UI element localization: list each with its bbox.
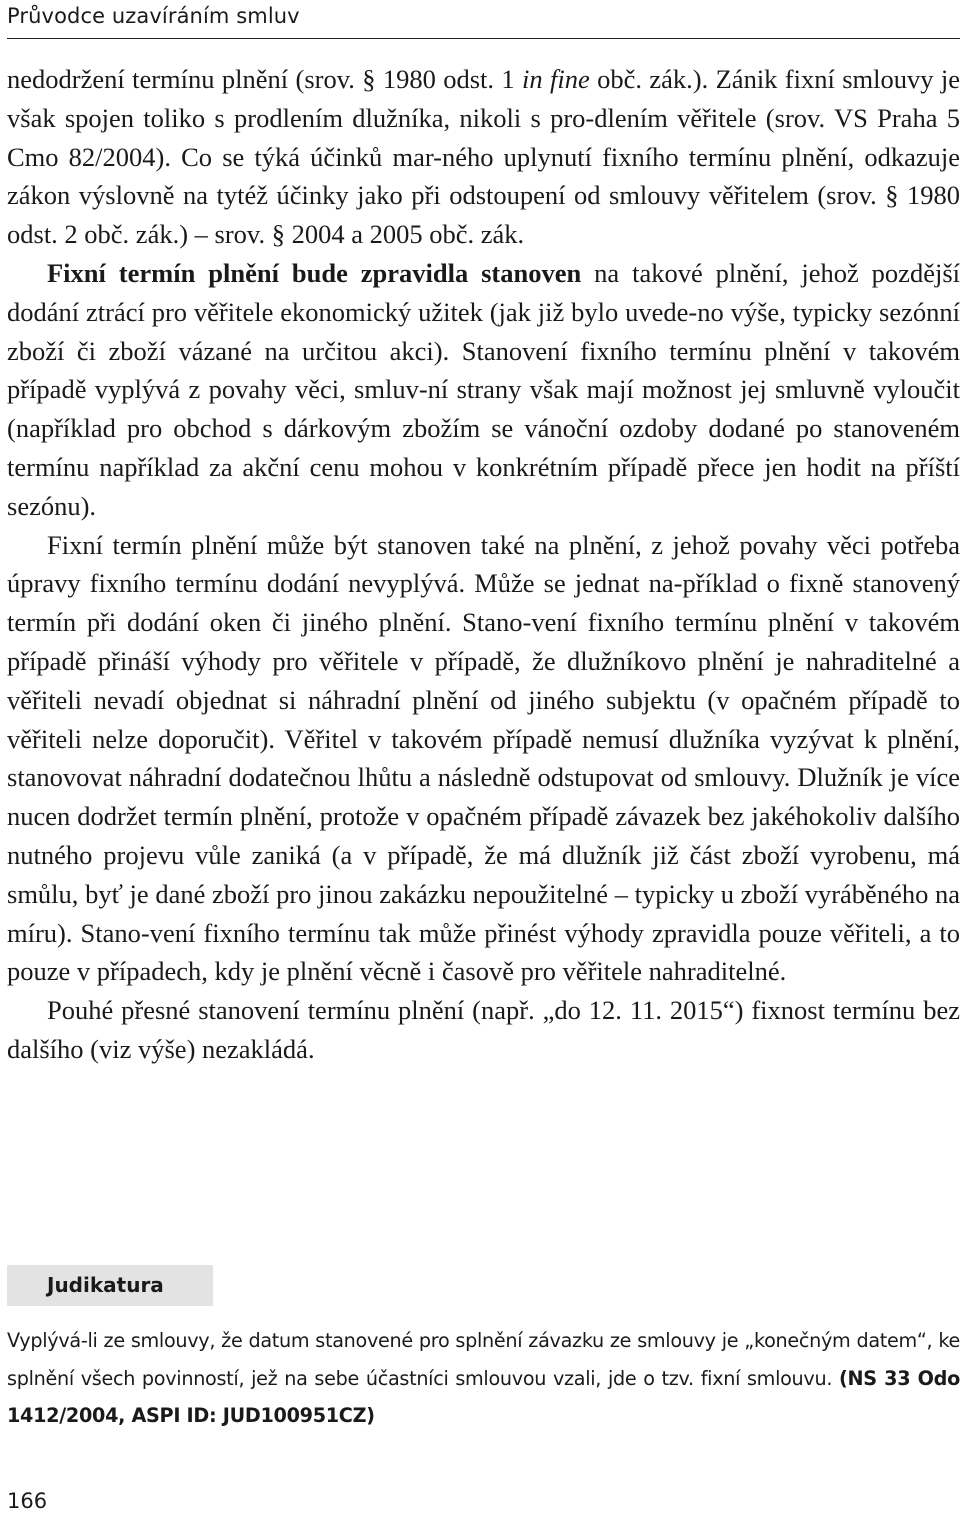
paragraph-2-text: na takové plnění, jehož pozdější dodání ztrácí pro věřitele ekonomický užitek (jak již bylo uvede-no výše, typicky sezónní zboží či zboží vázané na určitou akci). Stanovení fixního termínu plnění v takovém případě vyplývá z povahy věci, smluv-ní strany však mají možnost jej smluvně vyloučit (například pro obchod s dárkovým zbožím se vánoční ozdoby dodané po stanoveném termínu například za akční cenu mohou v konkrétním případě přece jen hodit na příští sezónu). bbox=[7, 257, 960, 521]
page-number: 166 bbox=[7, 1489, 48, 1513]
paragraph-4: Pouhé přesné stanovení termínu plnění (např. „do 12. 11. 2015“) fixnost termínu bez dalšího (viz výše) nezakládá. bbox=[7, 995, 960, 1064]
paragraph-1-text-start: nedodržení termínu plnění (srov. § 1980 odst. 1 bbox=[7, 64, 523, 94]
paragraph-1-italic: in fine bbox=[522, 64, 590, 94]
paragraph-1-text-end: obč. zák.). Zánik fixní smlouvy je však spojen toliko s prodlením dlužníka, nikoli s pro-dlením věřitele (srov. VS Praha 5 Cmo 82/2004). Co se týká účinků mar-ného uplynutí fixního termínu plnění, odkazuje zákon výslovně na tytéž účinky jako při odstoupení od smlouvy věřitelem (srov. § 1980 odst. 2 obč. zák.) – srov. § 2004 a 2005 obč. zák. bbox=[7, 64, 960, 250]
paragraph-1 bbox=[7, 60, 960, 254]
judikatura-body: Vyplývá-li ze smlouvy, že datum stanovené pro splnění závazku ze smlouvy je „konečným datem“, ke splnění všech povinností, jež na sebe účastníci smlouvou vzali, jde o tzv. fixní smlouvu. bbox=[7, 1329, 960, 1390]
running-head: Průvodce uzavíráním smluv bbox=[7, 4, 300, 28]
judikatura-citation: (NS 33 Odo 1412/2004, ASPI ID: JUD100951CZ) bbox=[7, 1366, 960, 1427]
judikatura-text bbox=[7, 1322, 960, 1435]
body-text bbox=[7, 60, 960, 1069]
judikatura-heading-box bbox=[7, 1265, 213, 1306]
paragraph-2 bbox=[7, 254, 960, 526]
paragraph-3: Fixní termín plnění může být stanoven také na plnění, z jehož povahy věci potřeba úpravy fixního termínu dodání nevyplývá. Může se jednat na-příklad o fixně stanovený termín při dodání oken či jiného plnění. Stano-vení fixního termínu plnění v takovém případě přináší výhody pro věřitele v případě, že dlužníkovo plnění je nahraditelné a věřiteli nevadí objednat si náhradní plnění od jiného subjektu (v opačném případě to věřiteli nelze doporučit). Věřitel v takovém případě nemusí dlužníka vyzývat k plnění, stanovovat náhradní dodatečnou lhůtu a následně odstupovat od smlouvy. Dlužník je více nucen dodržet termín plnění, protože v opačném případě závazek bez jakéhokoliv dalšího nutného projevu vůle zaniká (a v případě, že má dlužník již část zboží vyrobenu, má smůlu, byť je dané zboží pro jinou zakázku nepoužitelné – typicky u zboží vyráběného na míru). Stano-vení fixního termínu tak může přinést výhody zpravidla pouze věřiteli, a to pouze v případech, kdy je plnění věcně i časově pro věřitele nahraditelné. bbox=[7, 529, 960, 987]
header-rule bbox=[7, 38, 960, 39]
judikatura-heading: Judikatura bbox=[47, 1273, 164, 1297]
paragraph-2-bold-lead: Fixní termín plnění bude zpravidla stanoven bbox=[47, 257, 582, 288]
